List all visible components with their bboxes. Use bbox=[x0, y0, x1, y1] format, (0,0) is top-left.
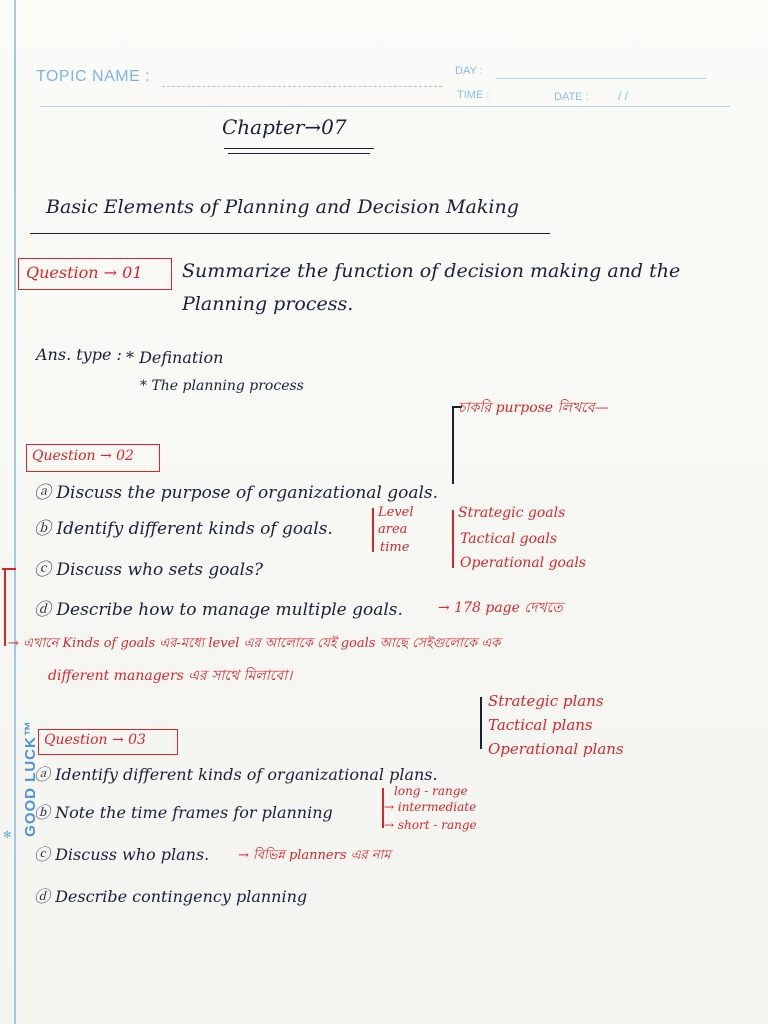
purpose-bracket bbox=[452, 406, 454, 484]
day-line bbox=[496, 78, 706, 79]
goal-type-tactical: Tactical goals bbox=[460, 531, 558, 547]
brand-dots-icon: ✻ bbox=[3, 830, 12, 841]
left-link-vertical bbox=[4, 568, 6, 646]
question-3-item-d: ⓓ Describe contingency planning bbox=[34, 887, 308, 906]
question-2-item-b: ⓑ Identify different kinds of goals. bbox=[34, 519, 333, 539]
goal-type-operational: Operational goals bbox=[460, 555, 586, 571]
header-rule bbox=[40, 106, 730, 107]
goal-type-strategic: Strategic goals bbox=[458, 505, 566, 521]
date-slashes: / / bbox=[618, 89, 629, 103]
page-reference-note: → 178 page দেখতে bbox=[438, 600, 563, 616]
question-3-item-a: ⓐ Identify different kinds of organizational plans. bbox=[34, 765, 438, 784]
answer-item-1: * Defination bbox=[126, 348, 224, 367]
answer-item-2: * The planning process bbox=[140, 378, 304, 394]
plan-type-tactical: Tactical plans bbox=[488, 716, 593, 734]
plan-type-strategic: Strategic plans bbox=[488, 692, 604, 710]
level-note-level: Level bbox=[378, 505, 414, 520]
question-2-label: Question → 02 bbox=[32, 448, 134, 464]
topic-name-line bbox=[162, 86, 442, 87]
margin-line bbox=[14, 0, 16, 1024]
question-1-line-1: Summarize the function of decision making and the bbox=[182, 260, 681, 282]
day-label: DAY : bbox=[455, 65, 483, 77]
plan-type-operational: Operational plans bbox=[488, 740, 624, 758]
topic-name-label: TOPIC NAME : bbox=[36, 68, 151, 85]
level-note-time: time bbox=[380, 540, 410, 555]
time-label: TIME : bbox=[457, 89, 490, 101]
question-1-line-2: Planning process. bbox=[182, 293, 354, 315]
goals-note-line-1: → এখানে Kinds of goals এর-মধ্যে level এর আলোকে যেই goals আছে সেইগুলোকে এক bbox=[8, 636, 501, 651]
date-label: DATE : bbox=[554, 91, 589, 103]
level-bracket bbox=[372, 508, 374, 552]
question-1-label: Question → 01 bbox=[26, 263, 143, 282]
question-2-item-a: ⓐ Discuss the purpose of organizational goals. bbox=[34, 483, 439, 503]
planners-note: → বিভিন্ন planners এর নাম bbox=[238, 848, 391, 863]
chapter-subtitle: Basic Elements of Planning and Decision Making bbox=[46, 196, 519, 218]
subtitle-underline bbox=[30, 233, 550, 234]
page-header bbox=[0, 0, 768, 140]
goals-note-line-2: different managers এর সাথে মিলাবো। bbox=[48, 668, 293, 684]
question-3-item-c: ⓒ Discuss who plans. bbox=[34, 845, 210, 864]
chapter-underline bbox=[224, 148, 374, 149]
answer-type-label: Ans. type : bbox=[36, 345, 122, 364]
time-frame-long: long - range bbox=[394, 784, 468, 798]
chapter-underline-2 bbox=[228, 153, 370, 154]
plans-bracket bbox=[480, 697, 482, 749]
question-3-item-b: ⓑ Note the time frames for planning bbox=[34, 803, 333, 822]
goals-bracket bbox=[452, 510, 454, 568]
question-3-label: Question → 03 bbox=[44, 732, 146, 748]
purpose-note: চাকরি purpose লিখবে— bbox=[458, 400, 609, 416]
time-frame-intermediate: → intermediate bbox=[384, 800, 477, 814]
level-note-area: area bbox=[378, 522, 408, 537]
question-2-item-c: ⓒ Discuss who sets goals? bbox=[34, 560, 263, 580]
question-2-item-d: ⓓ Describe how to manage multiple goals. bbox=[34, 600, 403, 620]
brand-logo: GOOD LUCK™ bbox=[21, 720, 39, 837]
chapter-heading: Chapter→07 bbox=[222, 115, 347, 139]
time-frame-short: → short - range bbox=[384, 818, 477, 832]
